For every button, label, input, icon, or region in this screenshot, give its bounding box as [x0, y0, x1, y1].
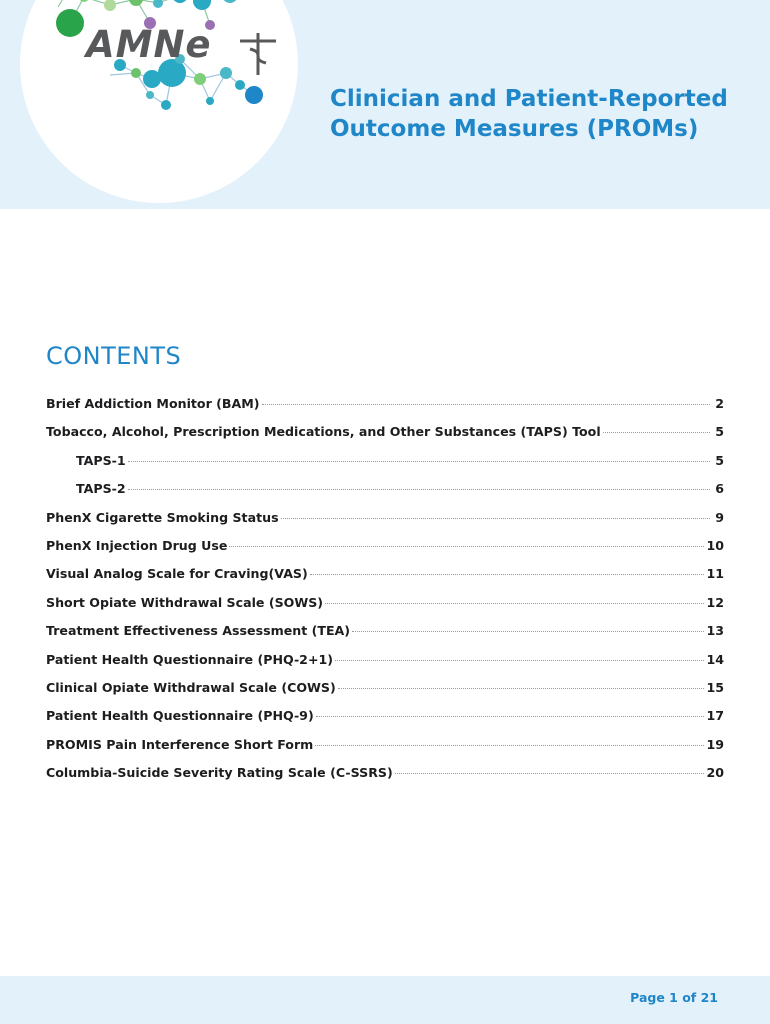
- toc-entry[interactable]: [46, 708, 724, 736]
- dot-leader: [335, 660, 704, 661]
- toc-entry-page: 15: [706, 679, 724, 695]
- toc-entry-page: 6: [715, 481, 724, 497]
- logo: [20, 0, 298, 203]
- toc-entry[interactable]: [46, 737, 724, 765]
- toc-entry-title: Short Opiate Withdrawal Scale (SOWS): [46, 594, 324, 610]
- toc-entry-page: 17: [706, 708, 724, 724]
- toc-entry-page: 19: [706, 736, 724, 752]
- toc-entry-page: 5: [715, 452, 724, 468]
- dot-leader: [325, 603, 704, 604]
- toc-entry[interactable]: [46, 680, 724, 708]
- toc-entry-title: Treatment Effectiveness Assessment (TEA): [46, 623, 351, 639]
- toc-entry-title: Tobacco, Alcohol, Prescription Medications, and Other Substances (TAPS) Tool: [46, 424, 601, 440]
- dot-leader: [315, 745, 704, 746]
- dot-leader: [229, 546, 704, 547]
- table-of-contents: [46, 396, 724, 793]
- toc-entry-page: 14: [706, 651, 724, 667]
- toc-subentry[interactable]: [46, 481, 724, 509]
- toc-entry[interactable]: [46, 538, 724, 566]
- dot-leader: [128, 461, 710, 462]
- toc-entry[interactable]: [46, 765, 724, 793]
- contents-heading: CONTENTS: [46, 342, 182, 370]
- toc-entry-page: 13: [706, 623, 724, 639]
- toc-entry-title: PhenX Injection Drug Use: [46, 537, 228, 553]
- toc-entry-title: Patient Health Questionnaire (PHQ-9): [46, 708, 314, 724]
- toc-entry[interactable]: [46, 424, 724, 452]
- dot-leader: [395, 773, 705, 774]
- dot-leader: [352, 631, 704, 632]
- toc-entry-page: 12: [706, 594, 724, 610]
- toc-entry-title: Patient Health Questionnaire (PHQ-2+1): [46, 651, 334, 667]
- toc-entry-page: 9: [715, 509, 724, 525]
- title-line-2: Outcome Measures (PROMs): [330, 116, 699, 142]
- header-band: [0, 0, 770, 209]
- toc-entry[interactable]: [46, 396, 724, 424]
- dot-leader: [310, 574, 705, 575]
- dot-leader: [316, 716, 705, 717]
- toc-entry-page: 10: [706, 537, 724, 553]
- footer-band: [0, 976, 770, 1024]
- toc-entry-title: Brief Addiction Monitor (BAM): [46, 396, 260, 411]
- dot-leader: [603, 432, 710, 433]
- page-number: Page 1 of 21: [630, 990, 718, 1005]
- toc-entry-page: 11: [706, 566, 724, 582]
- toc-entry-title: TAPS-1: [76, 452, 126, 468]
- toc-entry-page: 2: [715, 396, 724, 411]
- toc-subentry[interactable]: [46, 453, 724, 481]
- toc-entry[interactable]: [46, 510, 724, 538]
- toc-entry-page: 5: [715, 424, 724, 440]
- toc-entry-title: PROMIS Pain Interference Short Form: [46, 736, 314, 752]
- document-title: [330, 84, 750, 144]
- title-line-1: Clinician and Patient-Reported: [330, 86, 728, 112]
- dot-leader: [262, 404, 710, 405]
- logo-wordmark: AMNe: [86, 23, 212, 66]
- toc-entry-title: PhenX Cigarette Smoking Status: [46, 509, 279, 525]
- dot-leader: [128, 489, 710, 490]
- toc-entry-page: 20: [706, 765, 724, 781]
- toc-entry[interactable]: [46, 595, 724, 623]
- toc-entry-title: Clinical Opiate Withdrawal Scale (COWS): [46, 679, 336, 695]
- toc-entry[interactable]: [46, 566, 724, 594]
- toc-entry[interactable]: [46, 652, 724, 680]
- dot-leader: [281, 518, 710, 519]
- toc-entry-title: TAPS-2: [76, 481, 126, 497]
- dot-leader: [338, 688, 705, 689]
- toc-entry[interactable]: [46, 623, 724, 651]
- toc-entry-title: Visual Analog Scale for Craving(VAS): [46, 566, 308, 582]
- toc-entry-title: Columbia-Suicide Severity Rating Scale (C-SSRS): [46, 765, 393, 781]
